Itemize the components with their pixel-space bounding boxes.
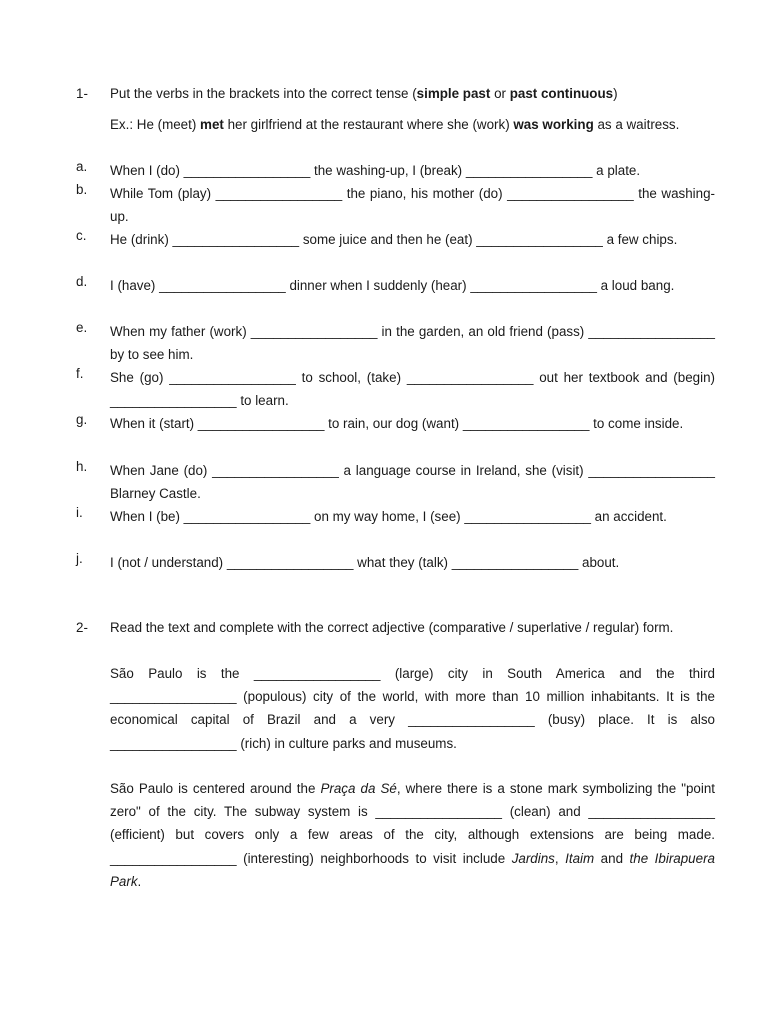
item-label: e.	[76, 320, 88, 335]
item-text: When Jane (do) _________________ a language course in Ireland, she (visit) _________________ Blarney Castle.	[110, 463, 715, 502]
reading-paragraph-2: São Paulo is centered around the Praça da Sé, where there is a stone mark symbolizing the "point zero" of the city. The subway system is _________________ (clean) and _________________ (efficient) but covers only a few areas of the city, although extensions are being made. _________________ (interesting) neighborhoods to visit include Jardins, Itaim and the Ibirapuera Park.	[110, 781, 715, 889]
item-label: h.	[76, 459, 88, 474]
reading-paragraph-1: São Paulo is the _________________ (large) city in South America and the third _________________ (populous) city of the world, with more than 10 million inhabitants. It is the economical capital of Brazil and a very _________________ (busy) place. It is also _________________ (rich) in culture parks and museums.	[110, 666, 715, 751]
item-text: She (go) _________________ to school, (take) _________________ out her textbook and (begin) _________________ to learn.	[110, 370, 715, 409]
item-label: c.	[76, 228, 87, 243]
example-sentence: Ex.: He (meet) met her girlfriend at the restaurant where she (work) was working as a waitress.	[110, 117, 680, 132]
item-text: When I (be) _________________ on my way home, I (see) _________________ an accident.	[110, 509, 667, 524]
item-label: f.	[76, 366, 84, 381]
section-1-instruction: Put the verbs in the brackets into the correct tense (simple past or past continuous)	[110, 86, 618, 101]
item-label: b.	[76, 182, 88, 197]
item-text: When it (start) _________________ to rain, our dog (want) _________________ to come inside.	[110, 416, 684, 431]
section-1-number: 1-	[76, 86, 88, 101]
item-text: I (have) _________________ dinner when I suddenly (hear) _________________ a loud bang.	[110, 278, 675, 293]
item-label: a.	[76, 159, 88, 174]
item-text: When my father (work) _________________ in the garden, an old friend (pass) _________________ by to see him.	[110, 324, 715, 363]
item-text: He (drink) _________________ some juice and then he (eat) _________________ a few chips.	[110, 232, 678, 247]
item-text: While Tom (play) _________________ the piano, his mother (do) _________________ the washing-up.	[110, 186, 715, 225]
item-label: g.	[76, 412, 88, 427]
section-2-number: 2-	[76, 620, 88, 635]
item-label: d.	[76, 274, 88, 289]
item-label: i.	[76, 505, 83, 520]
item-text: I (not / understand) _________________ what they (talk) _________________ about.	[110, 555, 620, 570]
item-label: j.	[76, 551, 83, 566]
item-text: When I (do) _________________ the washing-up, I (break) _________________ a plate.	[110, 163, 641, 178]
section-2-instruction: Read the text and complete with the correct adjective (comparative / superlative / regular) form.	[110, 620, 674, 635]
